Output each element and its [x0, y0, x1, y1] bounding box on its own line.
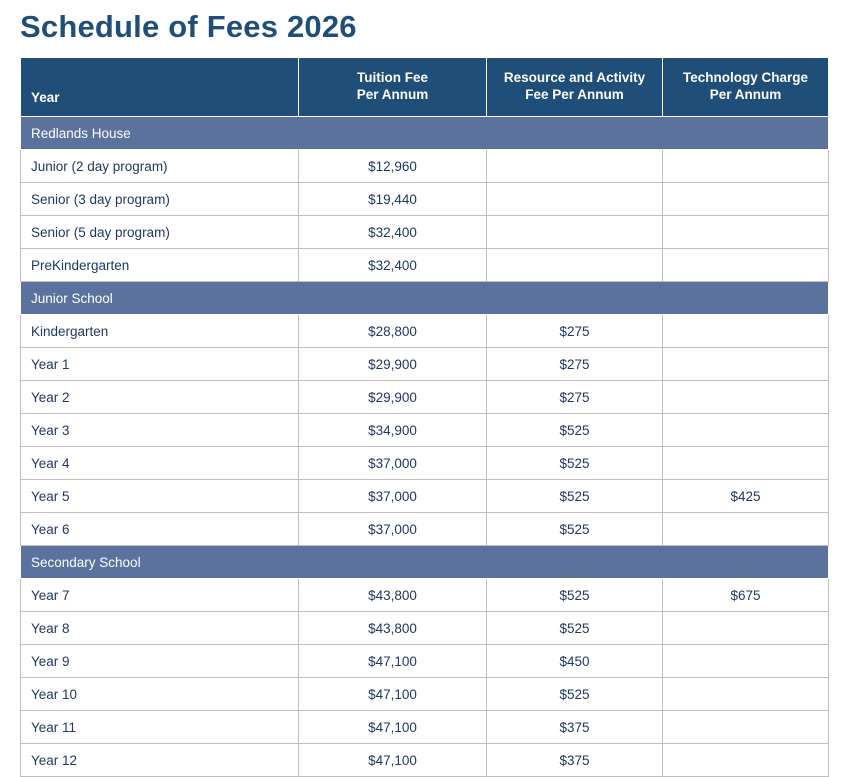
- row-label: Year 4: [21, 447, 299, 480]
- row-resource-fee: $525: [487, 579, 663, 612]
- row-tuition-fee: $28,800: [299, 315, 487, 348]
- row-tuition-fee: $32,400: [299, 249, 487, 282]
- row-tuition-fee: $47,100: [299, 645, 487, 678]
- table-row: [21, 579, 829, 612]
- row-label: Year 9: [21, 645, 299, 678]
- row-technology-charge: [663, 150, 829, 183]
- row-label: Year 12: [21, 744, 299, 777]
- table-row: [21, 447, 829, 480]
- row-resource-fee: $525: [487, 678, 663, 711]
- row-technology-charge: [663, 315, 829, 348]
- row-label: Kindergarten: [21, 315, 299, 348]
- section-header-row: [21, 117, 829, 150]
- column-header-resource-activity-fee: [487, 58, 663, 117]
- row-tuition-fee: $12,960: [299, 150, 487, 183]
- table-row: [21, 645, 829, 678]
- section-header-row: [21, 546, 829, 579]
- row-technology-charge: [663, 678, 829, 711]
- row-tuition-fee: $47,100: [299, 744, 487, 777]
- row-technology-charge: [663, 744, 829, 777]
- table-row: [21, 315, 829, 348]
- section-header-label: Secondary School: [21, 546, 829, 579]
- row-resource-fee: $525: [487, 414, 663, 447]
- column-header-technology-charge: [663, 58, 829, 117]
- row-tuition-fee: $29,900: [299, 381, 487, 414]
- row-tuition-fee: $43,800: [299, 612, 487, 645]
- section-header-label: Redlands House: [21, 117, 829, 150]
- row-label: PreKindergarten: [21, 249, 299, 282]
- row-resource-fee: $450: [487, 645, 663, 678]
- column-header-technology-charge-line-1: Technology Charge: [682, 70, 808, 86]
- column-header-resource-activity-fee-line-1: Resource and Activity: [503, 70, 646, 86]
- table-header-row: [21, 58, 829, 117]
- column-header-technology-charge-line-2: Per Annum: [709, 87, 782, 103]
- row-technology-charge: [663, 447, 829, 480]
- row-technology-charge: [663, 414, 829, 447]
- row-technology-charge: [663, 513, 829, 546]
- row-label: Year 10: [21, 678, 299, 711]
- row-technology-charge: [663, 249, 829, 282]
- table-row: [21, 150, 829, 183]
- column-header-year-line-1: Year: [31, 90, 60, 106]
- section-header-label: Junior School: [21, 282, 829, 315]
- row-technology-charge: [663, 645, 829, 678]
- column-header-year: [21, 58, 299, 117]
- page-title: Schedule of Fees 2026: [20, 9, 357, 44]
- row-resource-fee: $275: [487, 381, 663, 414]
- table-row: [21, 678, 829, 711]
- row-resource-fee: $275: [487, 348, 663, 381]
- row-resource-fee: $275: [487, 315, 663, 348]
- row-technology-charge: [663, 612, 829, 645]
- row-label: Year 5: [21, 480, 299, 513]
- table-row: [21, 216, 829, 249]
- row-tuition-fee: $37,000: [299, 513, 487, 546]
- table-row: [21, 348, 829, 381]
- row-tuition-fee: $47,100: [299, 678, 487, 711]
- row-resource-fee: [487, 150, 663, 183]
- row-label: Year 1: [21, 348, 299, 381]
- table-row: [21, 183, 829, 216]
- table-row: [21, 249, 829, 282]
- row-tuition-fee: $43,800: [299, 579, 487, 612]
- row-label: Senior (3 day program): [21, 183, 299, 216]
- row-resource-fee: [487, 183, 663, 216]
- row-resource-fee: $525: [487, 447, 663, 480]
- row-resource-fee: $525: [487, 480, 663, 513]
- row-tuition-fee: $47,100: [299, 711, 487, 744]
- row-resource-fee: [487, 216, 663, 249]
- schedule-of-fees-table: [20, 57, 829, 777]
- row-label: Junior (2 day program): [21, 150, 299, 183]
- row-resource-fee: [487, 249, 663, 282]
- row-resource-fee: $375: [487, 711, 663, 744]
- row-tuition-fee: $29,900: [299, 348, 487, 381]
- table-body: [21, 117, 829, 777]
- row-technology-charge: [663, 216, 829, 249]
- table-row: [21, 711, 829, 744]
- row-label: Year 2: [21, 381, 299, 414]
- row-technology-charge: [663, 183, 829, 216]
- row-label: Year 3: [21, 414, 299, 447]
- row-label: Year 6: [21, 513, 299, 546]
- row-tuition-fee: $37,000: [299, 447, 487, 480]
- table-row: [21, 513, 829, 546]
- row-tuition-fee: $19,440: [299, 183, 487, 216]
- row-resource-fee: $525: [487, 612, 663, 645]
- table-row: [21, 414, 829, 447]
- row-label: Year 11: [21, 711, 299, 744]
- table-row: [21, 612, 829, 645]
- row-resource-fee: $525: [487, 513, 663, 546]
- row-tuition-fee: $34,900: [299, 414, 487, 447]
- row-technology-charge: [663, 711, 829, 744]
- column-header-tuition-fee-line-1: Tuition Fee: [357, 70, 428, 86]
- row-tuition-fee: $37,000: [299, 480, 487, 513]
- row-resource-fee: $375: [487, 744, 663, 777]
- row-technology-charge: $675: [663, 579, 829, 612]
- column-header-resource-activity-fee-line-2: Fee Per Annum: [525, 87, 624, 103]
- row-label: Year 8: [21, 612, 299, 645]
- table-row: [21, 744, 829, 777]
- column-header-tuition-fee-line-2: Per Annum: [356, 87, 429, 103]
- row-technology-charge: [663, 381, 829, 414]
- section-header-row: [21, 282, 829, 315]
- row-technology-charge: [663, 348, 829, 381]
- table-row: [21, 381, 829, 414]
- row-label: Year 7: [21, 579, 299, 612]
- table-header: [21, 58, 829, 117]
- row-label: Senior (5 day program): [21, 216, 299, 249]
- row-technology-charge: $425: [663, 480, 829, 513]
- row-tuition-fee: $32,400: [299, 216, 487, 249]
- table-row: [21, 480, 829, 513]
- column-header-tuition-fee: [299, 58, 487, 117]
